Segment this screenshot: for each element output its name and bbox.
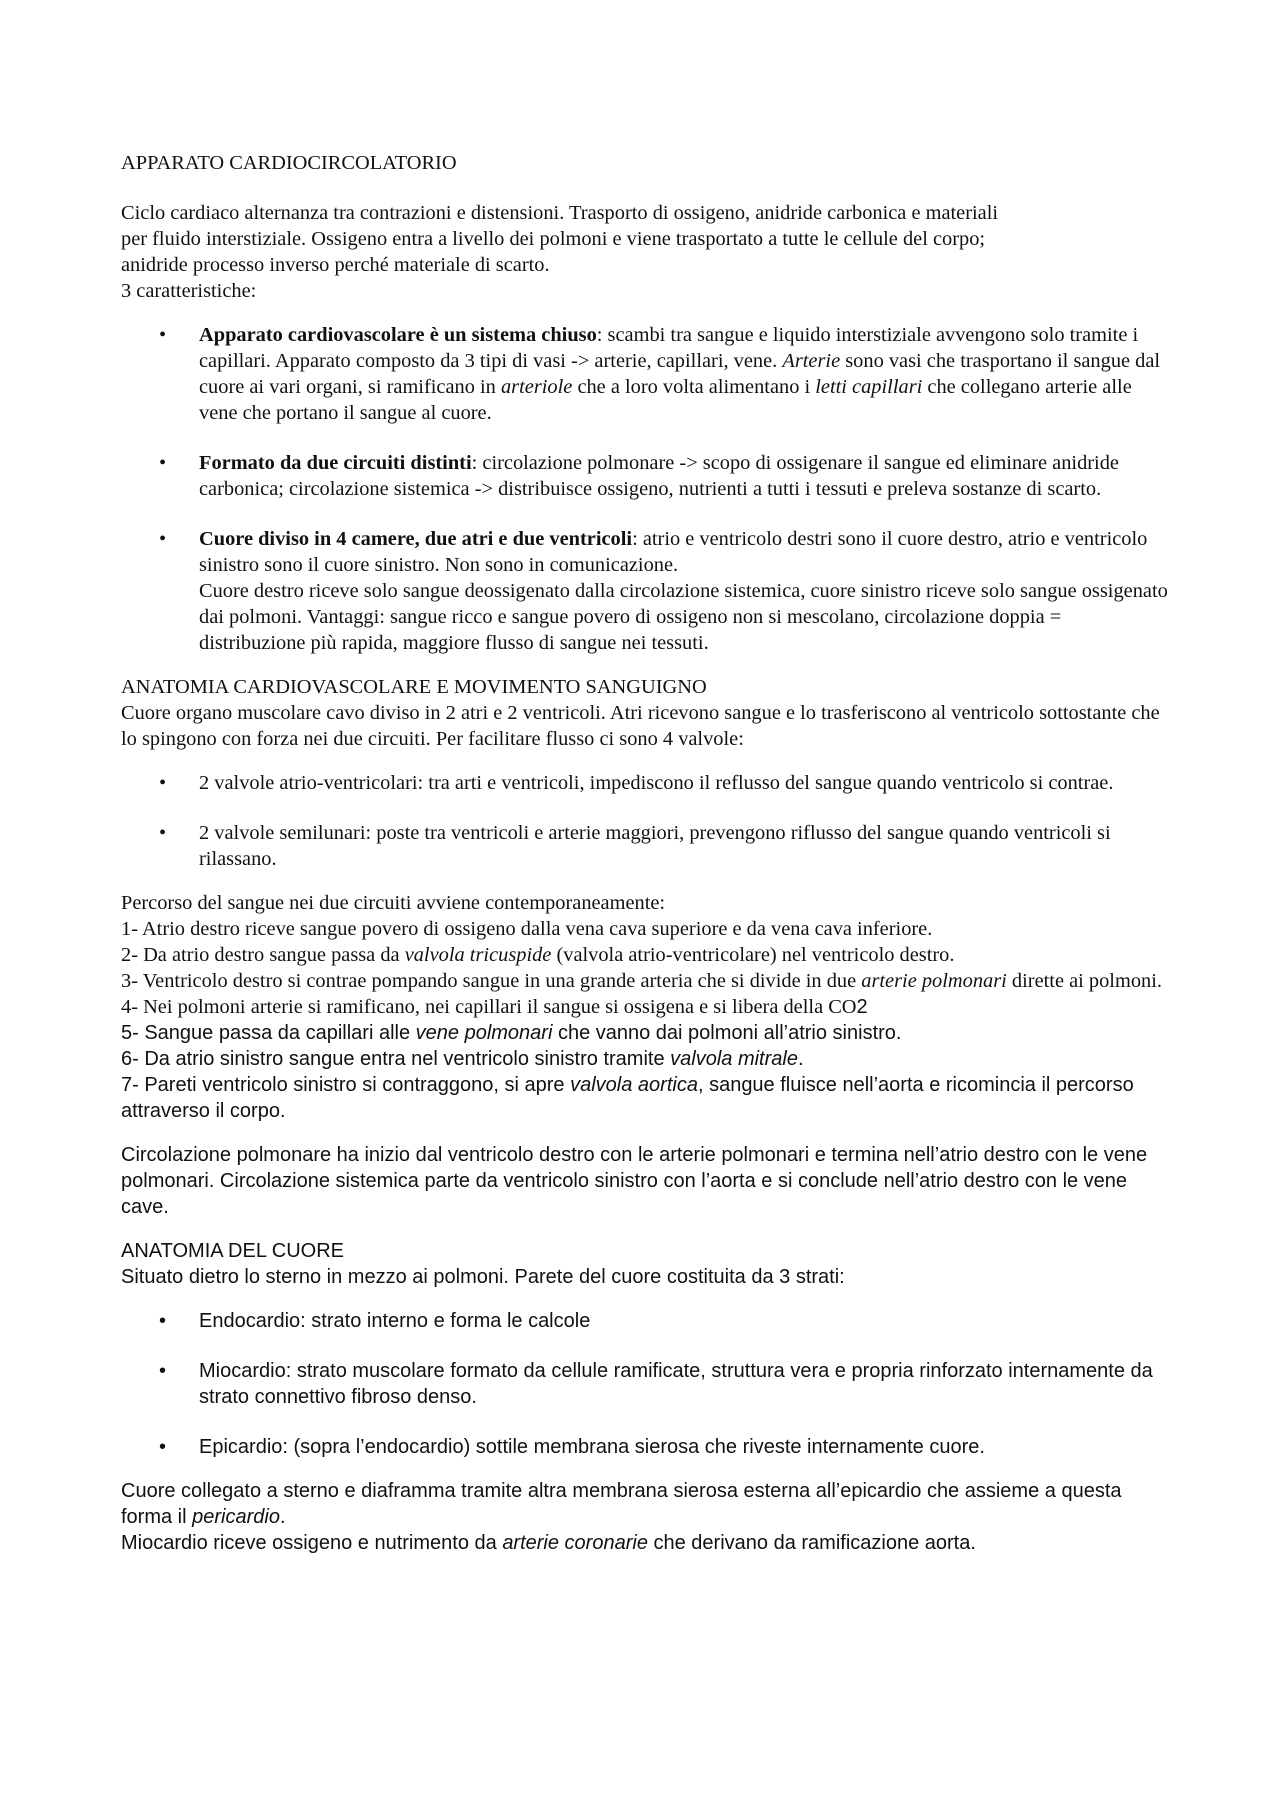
step-2: 2- Da atrio destro sangue passa da valvola tricuspide (valvola atrio-ventricolare) nel ventricolo destro.: [121, 944, 955, 966]
bullet-icon: •: [159, 772, 167, 794]
step-6: 6- Da atrio sinistro sangue entra nel ventricolo sinistro tramite valvola mitrale.: [121, 1048, 804, 1070]
list-item: • Formato da due circuiti distinti: circolazione polmonare -> scopo di ossigenare il sangue ed eliminare anidride carbonica; circolazione sistemica -> distribuisce ossigeno, nutrienti a tutti i tessuti e preleva sostanze di scarto.: [159, 452, 1119, 500]
list-item: • Apparato cardiovascolare è un sistema chiuso: scambi tra sangue e liquido interstiziale avvengono solo tramite i capillari. Apparato composto da 3 tipi di vasi -> arterie, capillari, vene. Arterie sono vasi che trasportano il sangue dal cuore ai vari organi, si ramificano in arteriole che a loro volta alimentano i letti capillari che collegano arterie alle vene che portano il sangue al cuore.: [159, 324, 1161, 424]
bullet-icon: •: [159, 452, 167, 474]
pericardium-text: Cuore collegato a sterno e diaframma tramite altra membrana sierosa esterna all’epicardio che assieme a questa forma il pericardio.: [121, 1480, 1122, 1528]
intro-line: Ciclo cardiaco alternanza tra contrazioni e distensioni. Trasporto di ossigeno, anidride carbonica e materiali: [121, 202, 999, 224]
step-7: 7- Pareti ventricolo sinistro si contraggono, si apre valvola aortica, sangue fluisce nell’aorta e ricomincia il percorso attraverso il corpo.: [121, 1074, 1134, 1122]
blood-path-steps: [121, 890, 1171, 1020]
bullet-icon: •: [159, 324, 167, 346]
list-item: • Endocardio: strato interno e forma le calcole: [159, 1310, 591, 1332]
step-1: 1- Atrio destro riceve sangue povero di ossigeno dalla vena cava superiore e da vena cava inferiore.: [121, 918, 933, 940]
list-item: • Epicardio: (sopra l’endocardio) sottile membrana sierosa che riveste internamente cuore.: [159, 1436, 985, 1458]
intro-line: per fluido interstiziale. Ossigeno entra a livello dei polmoni e viene trasportato a tutte le cellule del corpo;: [121, 228, 986, 250]
features-list: [121, 322, 1171, 656]
closing-paragraph: [121, 1478, 1171, 1556]
list-item: • Miocardio: strato muscolare formato da cellule ramificate, struttura vera e propria rinforzato internamente da strato connettivo fibroso denso.: [159, 1360, 1153, 1408]
bullet-icon: •: [159, 1436, 167, 1458]
intro-line: anidride processo inverso perché materiale di scarto.: [121, 254, 550, 276]
bullet-icon: •: [159, 1310, 167, 1332]
list-item: • Cuore diviso in 4 camere, due atri e due ventricoli: atrio e ventricolo destri sono il cuore destro, atrio e ventricolo sinistro sono il cuore sinistro. Non sono in comunicazione. Cuore destro riceve solo sangue deossigenato dalla circolazione sistemica, cuore sinistro riceve solo sangue ossigenato dai polmoni. Vantaggi: sangue ricco e sangue povero di ossigeno non si mescolano, circolazione doppia = distribuzione più rapida, maggiore flusso di sangue nei tessuti.: [159, 528, 1168, 654]
bullet-icon: •: [159, 1360, 167, 1382]
list-item: • 2 valvole atrio-ventricolari: tra arti e ventricoli, impediscono il reflusso del sangue quando ventricolo si contrae.: [159, 772, 1114, 794]
document-page: [121, 150, 1171, 1556]
section-heading: ANATOMIA CARDIOVASCOLARE E MOVIMENTO SANGUIGNO: [121, 676, 707, 698]
path-intro: Percorso del sangue nei due circuiti avviene contemporaneamente:: [121, 892, 666, 914]
section-paragraph: Situato dietro lo sterno in mezzo ai polmoni. Parete del cuore costituita da 3 strati:: [121, 1266, 845, 1288]
section-heading: ANATOMIA DEL CUORE: [121, 1240, 345, 1262]
step-4: 4- Nei polmoni arterie si ramificano, nei capillari il sangue si ossigena e si libera della CO2: [121, 996, 868, 1018]
blood-path-steps-continued: [121, 1020, 1171, 1124]
heart-layers-list: [121, 1308, 1171, 1460]
coronary-text: Miocardio riceve ossigeno e nutrimento da arterie coronarie che derivano da ramificazione aorta.: [121, 1532, 976, 1554]
intro-line: 3 caratteristiche:: [121, 280, 257, 302]
valves-list: [121, 770, 1171, 872]
list-item: • 2 valvole semilunari: poste tra ventricoli e arterie maggiori, prevengono riflusso del sangue quando ventricoli si rilassano.: [159, 822, 1111, 870]
step-3: 3- Ventricolo destro si contrae pompando sangue in una grande arteria che si divide in due arterie polmonari dirette ai polmoni.: [121, 970, 1162, 992]
intro-paragraph: [121, 200, 1171, 304]
page-title: APPARATO CARDIOCIRCOLATORIO: [121, 152, 457, 174]
section-paragraph: Cuore organo muscolare cavo diviso in 2 atri e 2 ventricoli. Atri ricevono sangue e lo trasferiscono al ventricolo sottostante che lo spingono con forza nei due circuiti. Per facilitare flusso ci sono 4 valvole:: [121, 702, 1160, 750]
step-5: 5- Sangue passa da capillari alle vene polmonari che vanno dai polmoni all’atrio sinistro.: [121, 1022, 902, 1044]
bullet-icon: •: [159, 822, 167, 844]
circulation-paragraph: Circolazione polmonare ha inizio dal ventricolo destro con le arterie polmonari e termina nell’atrio destro con le vene polmonari. Circolazione sistemica parte da ventricolo sinistro con l’aorta e si conclude nell’atrio destro con le vene cave.: [121, 1144, 1148, 1218]
bullet-icon: •: [159, 528, 167, 550]
